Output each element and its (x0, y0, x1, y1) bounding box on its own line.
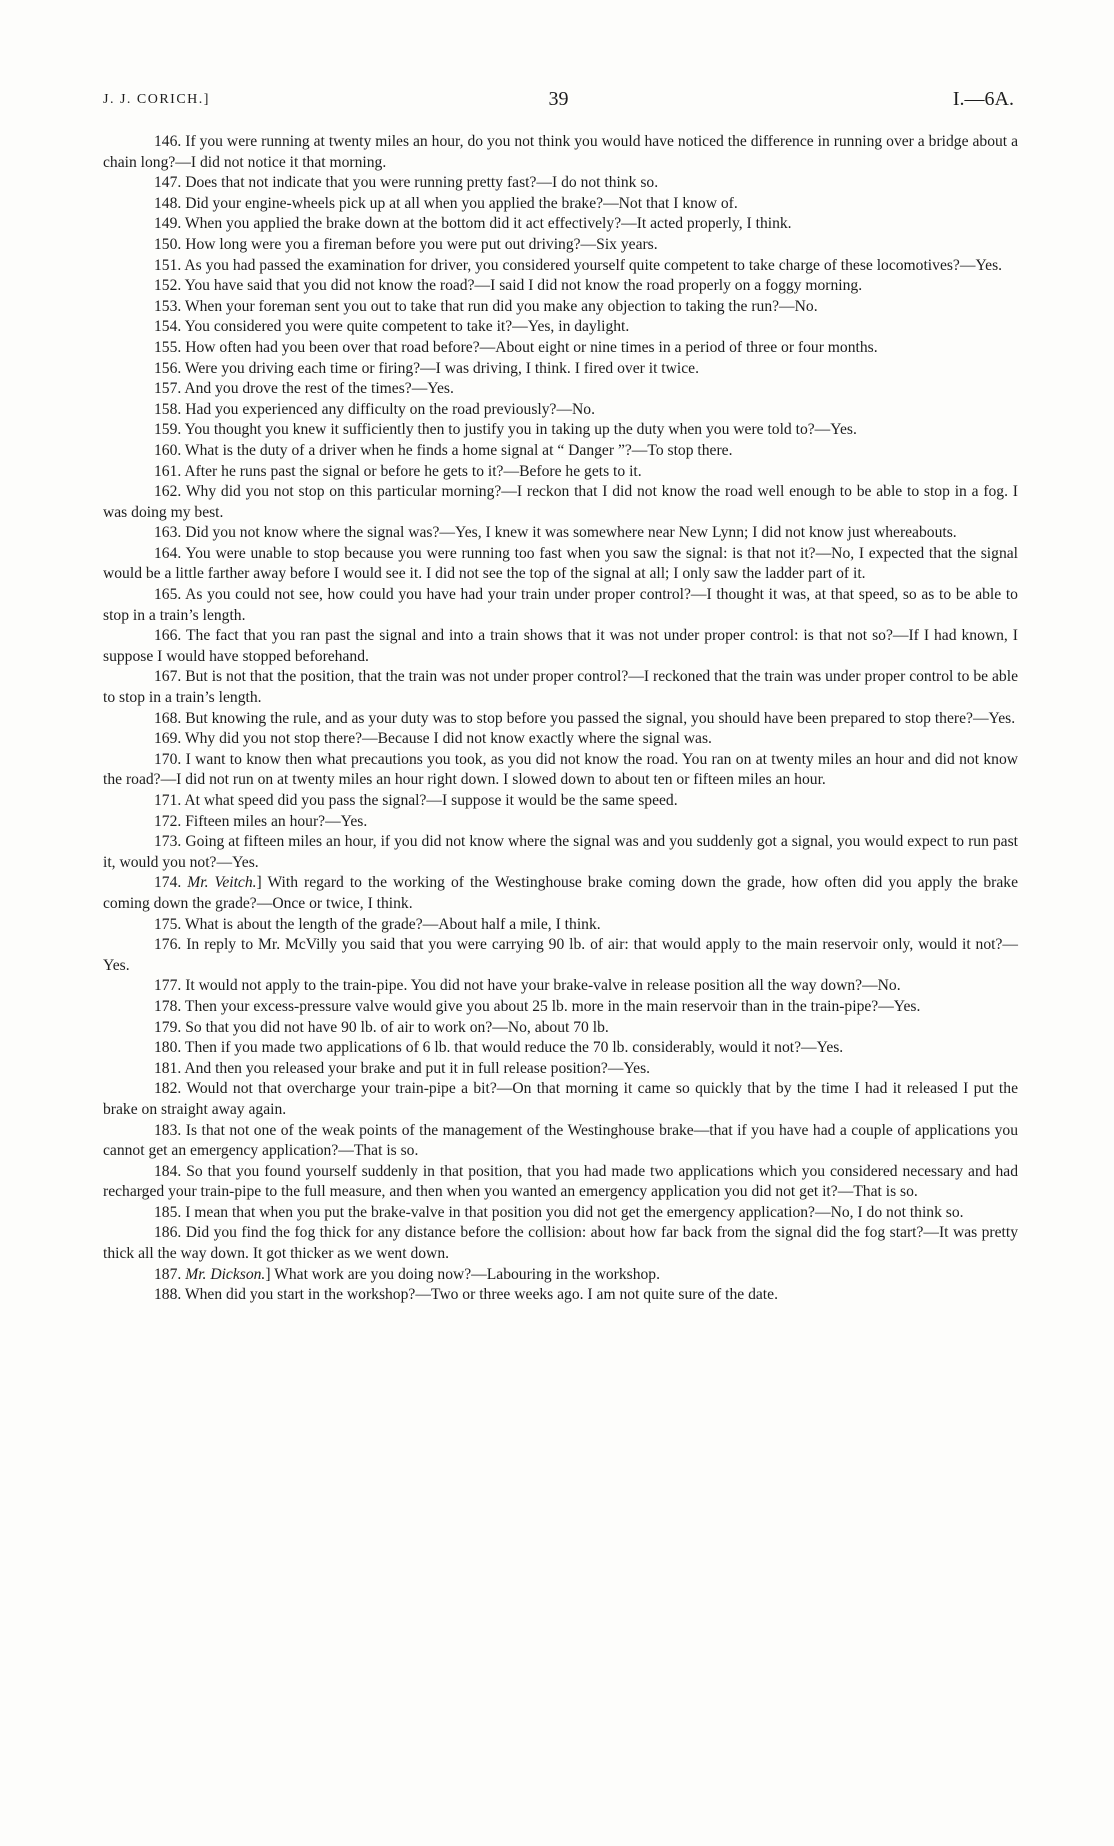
question-number: 154. (154, 318, 182, 336)
question-answer-text: Were you driving each time or firing?—I was driving, I think. I fired over it twice. (184, 359, 699, 377)
evidence-entry (103, 976, 1018, 997)
question-answer-text: ] What work are you doing now?—Labouring in the workshop. (265, 1265, 660, 1283)
evidence-entry (103, 1018, 1018, 1039)
evidence-entry (103, 915, 1018, 936)
question-number: 169. (154, 730, 182, 748)
question-answer-text: How often had you been over that road before?—About eight or nine times in a period of three or four months. (185, 338, 878, 356)
evidence-body (103, 132, 1018, 1306)
evidence-entry (103, 256, 1018, 277)
question-number: 150. (154, 235, 182, 253)
evidence-entry (103, 359, 1018, 380)
question-number: 162. (154, 483, 182, 501)
question-number: 153. (154, 297, 182, 315)
question-number: 174. (154, 874, 182, 892)
question-number: 186. (154, 1224, 182, 1242)
question-answer-text: Did you find the fog thick for any distance before the collision: about how far back from the signal did the fog start?—It was pretty thick all the way down. It got thicker as we went down. (103, 1224, 1019, 1263)
question-number: 177. (154, 977, 182, 995)
question-number: 146. (154, 133, 182, 150)
speaker-name: Mr. Veitch. (187, 874, 257, 892)
evidence-entry (103, 379, 1018, 400)
question-number: 183. (154, 1121, 182, 1139)
question-answer-text: What is the duty of a driver when he finds a home signal at “ Danger ”?—To stop there. (184, 441, 733, 459)
question-answer-text: Fifteen miles an hour?—Yes. (185, 812, 368, 830)
question-answer-text: Does that not indicate that you were running pretty fast?—I do not think so. (185, 174, 659, 192)
question-number: 180. (154, 1039, 182, 1057)
question-answer-text: As you could not see, how could you have had your train under proper control?—I thought it was, at that speed, so as to be able to stop in a train’s length. (103, 586, 1018, 624)
evidence-entry (103, 1285, 1018, 1306)
evidence-entry (103, 173, 1018, 194)
speaker-name: Mr. Dickson. (185, 1265, 266, 1283)
evidence-entry (103, 132, 1018, 173)
question-answer-text: But knowing the rule, and as your duty was to stop before you passed the signal, you should have been prepared to stop there?—Yes. (185, 709, 1016, 727)
question-answer-text: ] With regard to the working of the Westinghouse brake coming down the grade, how often did you apply the brake coming down the grade?—Once or twice, I think. (103, 874, 1018, 912)
evidence-entry (103, 1038, 1018, 1059)
evidence-entry (103, 873, 1018, 914)
question-number: 185. (154, 1203, 182, 1221)
question-number: 163. (154, 524, 182, 542)
question-number: 184. (154, 1162, 182, 1180)
evidence-entry (103, 482, 1018, 523)
evidence-entry (103, 523, 1018, 544)
question-answer-text: When your foreman sent you out to take that run did you make any objection to taking the run?—No. (184, 297, 818, 315)
question-number: 168. (154, 709, 182, 727)
question-answer-text: And then you released your brake and put it in full release position?—Yes. (184, 1059, 651, 1077)
question-answer-text: In reply to Mr. McVilly you said that you were carrying 90 lb. of air: that would apply to the main reservoir only, would it not?—Yes. (103, 936, 1018, 974)
question-answer-text: So that you found yourself suddenly in that position, that you had made two applications which you considered necessary and had recharged your train-pipe to the full measure, and then when you wanted an emergency application you did not get it?—That is so. (103, 1162, 1018, 1201)
question-answer-text: It would not apply to the train-pipe. You did not have your brake-valve in release position all the way down?—No. (185, 977, 901, 995)
question-number: 158. (154, 400, 182, 418)
page-header (103, 88, 1014, 118)
question-number: 147. (154, 174, 182, 192)
evidence-entry (103, 276, 1018, 297)
evidence-entry (103, 214, 1018, 235)
question-answer-text: Is that not one of the weak points of the management of the Westinghouse brake—that if you have had a couple of applications you cannot get an emergency application?—That is so. (103, 1121, 1018, 1160)
evidence-entry (103, 750, 1018, 791)
question-answer-text: I mean that when you put the brake-valve in that position you did not get the emergency application?—No, I do not think so. (185, 1203, 964, 1221)
document-reference: I.—6A. (952, 88, 1014, 110)
evidence-entry (103, 317, 1018, 338)
question-number: 159. (154, 421, 182, 439)
question-number: 167. (154, 668, 182, 686)
evidence-entry (103, 1223, 1018, 1264)
evidence-entry (103, 626, 1018, 667)
evidence-entry (103, 544, 1018, 585)
evidence-entry (103, 400, 1018, 421)
evidence-entry (103, 1162, 1018, 1203)
question-number: 148. (154, 194, 182, 212)
question-number: 182. (154, 1080, 182, 1098)
evidence-entry (103, 1121, 1018, 1162)
evidence-entry (103, 935, 1018, 976)
question-answer-text: Then if you made two applications of 6 lb. that would reduce the 70 lb. considerably, would it not?—Yes. (184, 1039, 844, 1057)
question-answer-text: Why did you not stop on this particular morning?—I reckon that I did not know the road well enough to be able to stop in a fog. I was doing my best. (103, 483, 1018, 521)
evidence-entry (103, 791, 1018, 812)
evidence-entry (103, 1079, 1018, 1120)
question-answer-text: After he runs past the signal or before he gets to it?—Before he gets to it. (184, 462, 642, 480)
question-number: 171. (154, 792, 182, 809)
question-answer-text: But is not that the position, that the train was not under proper control?—I reckoned that the train was under proper control to be able to stop in a train’s length. (103, 668, 1018, 707)
evidence-entry (103, 1059, 1018, 1080)
evidence-entry (103, 997, 1018, 1018)
evidence-entry (103, 235, 1018, 256)
question-number: 188. (154, 1286, 182, 1304)
question-number: 172. (154, 812, 182, 830)
evidence-entry (103, 812, 1018, 833)
question-number: 181. (154, 1059, 182, 1077)
question-number: 160. (154, 441, 182, 459)
question-number: 166. (154, 627, 182, 645)
question-answer-text: When you applied the brake down at the bottom did it act effectively?—It acted properly, I think. (184, 215, 792, 233)
witness-name: J. J. CORICH.] (103, 92, 210, 107)
question-number: 179. (154, 1018, 182, 1036)
question-number: 170. (154, 750, 182, 768)
page-number: 39 (548, 88, 569, 110)
question-answer-text: Did your engine-wheels pick up at all when you applied the brake?—Not that I know of. (185, 194, 738, 212)
question-number: 152. (154, 277, 182, 295)
evidence-entry (103, 667, 1018, 708)
question-number: 176. (154, 936, 182, 954)
question-number: 173. (154, 833, 182, 851)
evidence-entry (103, 1265, 1018, 1286)
question-number: 187. (154, 1265, 182, 1283)
question-number: 178. (154, 997, 182, 1015)
question-answer-text: When did you start in the workshop?—Two or three weeks ago. I am not quite sure of the date. (184, 1286, 778, 1304)
question-answer-text: What is about the length of the grade?—About half a mile, I think. (184, 915, 601, 933)
question-answer-text: Why did you not stop there?—Because I did not know exactly where the signal was. (184, 730, 712, 748)
question-answer-text: You thought you knew it sufficiently then to justify you in taking up the duty when you were told to?—Yes. (184, 421, 857, 439)
evidence-entry (103, 709, 1018, 730)
question-number: 157. (154, 380, 182, 398)
question-number: 156. (154, 359, 182, 377)
evidence-entry (103, 297, 1018, 318)
evidence-entry (103, 194, 1018, 215)
question-answer-text: Would not that overcharge your train-pipe a bit?—On that morning it came so quickly that by the time I had it released I put the brake on straight away again. (103, 1080, 1018, 1118)
question-answer-text: Then your excess-pressure valve would give you about 25 lb. more in the main reservoir than in the train-pipe?—Yes. (184, 997, 921, 1015)
question-number: 165. (154, 586, 182, 604)
question-answer-text: You were unable to stop because you were running too fast when you saw the signal: is that not it?—No, I expected that the signal would be a little farther away before I would see it. I did not see the top of the signal at all; I only saw the ladder part of it. (103, 544, 1018, 583)
question-number: 164. (154, 544, 182, 562)
question-answer-text: So that you did not have 90 lb. of air to work on?—No, about 70 lb. (185, 1018, 609, 1036)
evidence-entry (103, 1203, 1018, 1224)
question-answer-text: Going at fifteen miles an hour, if you did not know where the signal was and you suddenly got a signal, you would expect to run past it, would you not?—Yes. (103, 833, 1018, 871)
question-answer-text: At what speed did you pass the signal?—I suppose it would be the same speed. (184, 792, 678, 809)
evidence-entry (103, 585, 1018, 626)
question-answer-text: As you had passed the examination for driver, you considered yourself quite competent to take charge of these locomotives?—Yes. (184, 256, 1003, 274)
question-number: 175. (154, 915, 182, 933)
evidence-entry (103, 462, 1018, 483)
evidence-entry (103, 420, 1018, 441)
question-answer-text: The fact that you ran past the signal and into a train shows that it was not under proper control: is that not so?—If I had known, I suppose I would have stopped beforehand. (103, 627, 1018, 665)
evidence-entry (103, 832, 1018, 873)
question-answer-text: I want to know then what precautions you took, as you did not know the road. You ran on at twenty miles an hour and did not know the road?—I did not run on at twenty miles an hour right down. I slowed down to about ten or fifteen miles an hour. (103, 750, 1019, 789)
question-answer-text: Did you not know where the signal was?—Yes, I knew it was somewhere near New Lynn; I did not know just whereabouts. (185, 524, 957, 542)
question-number: 161. (154, 462, 182, 480)
evidence-entry (103, 441, 1018, 462)
evidence-entry (103, 338, 1018, 359)
question-answer-text: How long were you a fireman before you were put out driving?—Six years. (185, 235, 658, 253)
question-number: 155. (154, 338, 182, 356)
question-answer-text: And you drove the rest of the times?—Yes. (184, 380, 454, 398)
question-answer-text: You considered you were quite competent to take it?—Yes, in daylight. (184, 318, 630, 336)
question-answer-text: If you were running at twenty miles an hour, do you not think you would have noticed the difference in running over a bridge about a chain long?—I did not notice it that morning. (103, 133, 1018, 171)
question-answer-text: Had you experienced any difficulty on the road previously?—No. (185, 400, 595, 418)
question-number: 151. (154, 256, 182, 274)
question-number: 149. (154, 215, 182, 233)
evidence-entry (103, 729, 1018, 750)
question-answer-text: You have said that you did not know the road?—I said I did not know the road properly on a foggy morning. (184, 277, 863, 295)
